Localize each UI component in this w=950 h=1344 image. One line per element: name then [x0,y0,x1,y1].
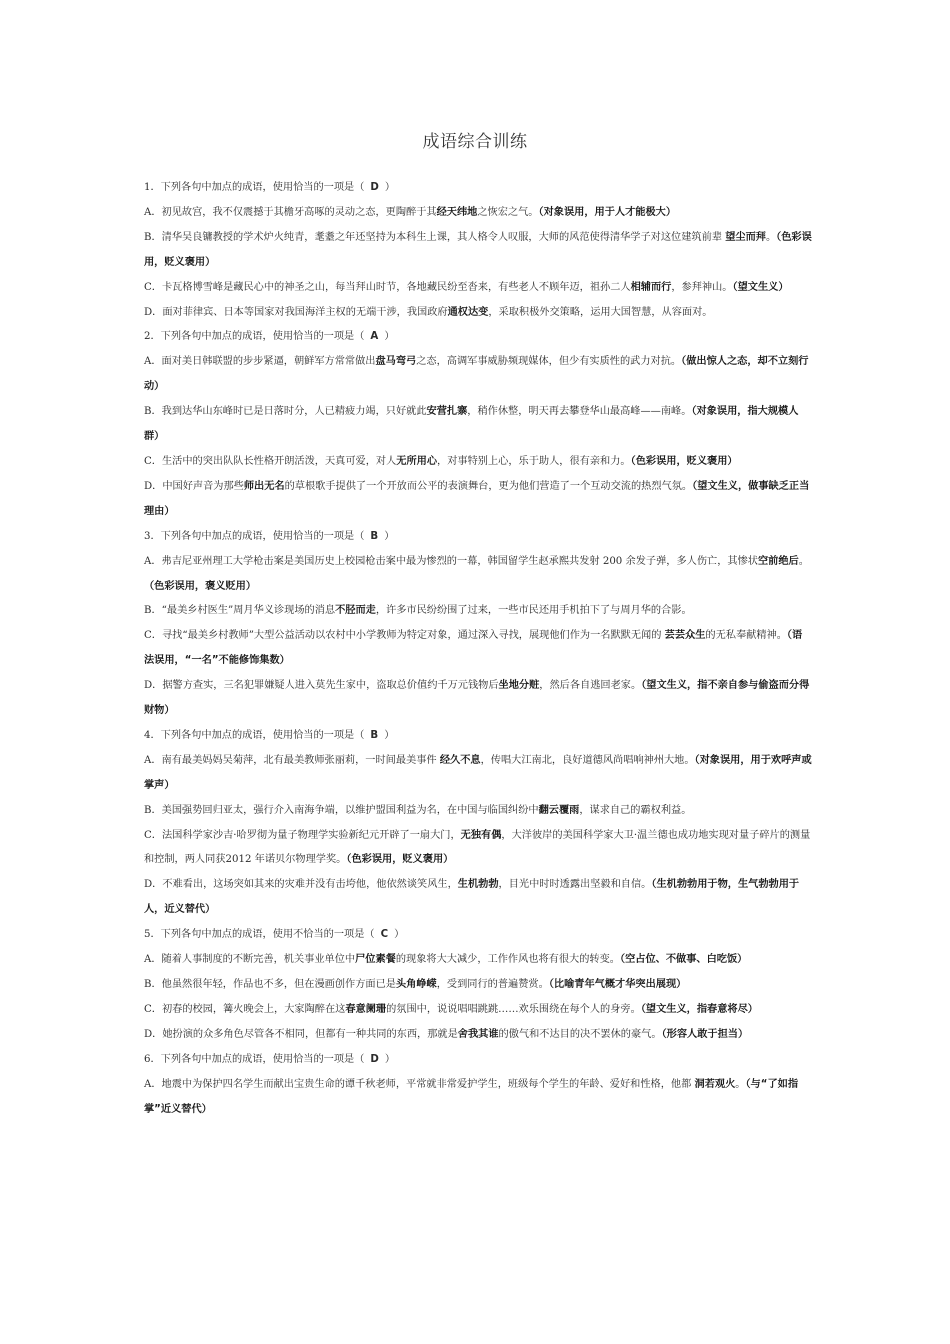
idiom-term: 春意阑珊 [345,1003,387,1015]
question-close-paren: ） [394,929,405,941]
question-stem [144,724,812,749]
explanation-note: （对象误用，用于人才能极大） [538,206,677,218]
answer-option [144,350,812,400]
idiom-term: 舍我其谁 [457,1028,499,1040]
option-text: D．不难看出，这场突如其来的灾难并没有击垮他，他依然谈笑风生， [144,879,458,891]
question-text: 4．下列各句中加点的成语，使用恰当的一项是（ [144,729,365,741]
answer-option [144,948,812,973]
question-close-paren: ） [384,530,395,542]
option-text-tail: 的草根歌手提供了一个开放而公平的表演舞台，更为他们营造了一个互动交流的热烈气氛。 [284,480,693,492]
option-text: C．卡瓦格博雪峰是藏民心中的神圣之山，每当拜山时节，各地藏民纷至沓来，有些老人不顾年迈，祖孙二人 [144,281,631,293]
answer-option [144,674,812,724]
answer-option [144,475,812,525]
answer-option [144,400,812,450]
explanation-note: （望文生义，指不亲自参与偷盗而分得财物） [144,680,810,717]
option-text-tail: ，传唱大江南北，良好道德风尚唱响神州大地。 [480,754,695,766]
answer-option [144,873,812,923]
explanation-note: （形容人敢于担当） [661,1028,749,1040]
answer-option [144,1073,812,1123]
option-text-tail: ，稍作休整，明天再去攀登华山最高峰——南峰。 [467,406,692,418]
idiom-term: 不胫而走 [335,605,376,617]
idiom-term: 无独有偶 [460,829,502,841]
option-text: D．中国好声音为那些 [144,480,244,492]
answer-option [144,973,812,998]
answer-letter: B [370,530,379,542]
option-text-tail: 。 [735,1078,746,1090]
option-text: A．南有最美妈妈吴菊萍，北有最美教师张丽莉，一时间最美事件 [144,754,440,766]
answer-letter: B [370,729,379,741]
option-text-tail: ，受到同行的普遍赞赏。 [436,979,549,990]
explanation-note: （望文生义，指春意将尽） [640,1003,758,1015]
idiom-term: 芸芸众生 [664,630,706,642]
idiom-term: 经久不息 [439,754,481,766]
page-title: 成语综合训练 [422,132,528,152]
idiom-term: 通权达变 [447,306,489,318]
answer-option [144,276,812,301]
explanation-note: （比喻青年气概才华突出展现） [548,979,687,990]
answer-option [144,201,812,226]
option-text: A．地震中为保护四名学生而献出宝贵生命的谭千秋老师，平常就非常爱护学生，班级每个学生的年龄、爱好和性格，他都 [144,1078,695,1090]
answer-option [144,749,812,799]
option-text-tail: ，然后各自逃回老家。 [539,680,642,692]
explanation-note: （与“了如指掌”近义替代） [144,1078,799,1115]
option-text: B．“最美乡村医生”周月华义诊现场的消息 [144,605,336,617]
option-text: C．初春的校园，篝火晚会上，大家陶醉在这 [144,1003,346,1015]
option-text: A．随着人事制度的不断完善，机关事业单位中 [144,954,356,966]
answer-letter: A [370,331,379,343]
explanation-note: （对象误用，用于欢呼声或掌声） [144,754,812,791]
idiom-term: 生机勃勃 [457,879,499,891]
option-text: B．清华吴良镛教授的学术炉火纯青，耄耋之年还坚持为本科生上课，其人格令人叹服，大师的风范使得清华学子对这位建筑前辈 [144,231,726,243]
question-stem [144,525,812,550]
explanation-note: （语法误用，“一名”不能修饰集数） [144,630,803,667]
option-text-tail: 。 [765,231,777,243]
option-text-tail: ，参拜神山。 [671,281,733,293]
option-text-tail: 。 [798,555,809,567]
answer-option [144,799,812,824]
idiom-term: 翻云覆雨 [538,804,580,816]
option-text-tail: ，许多市民纷纷围了过来，一些市民还用手机拍下了与周月华的合影。 [375,605,692,617]
question-text: 3．下列各句中加点的成语，使用恰当的一项是（ [144,530,365,542]
question-stem [144,325,812,350]
answer-letter: D [370,182,379,193]
idiom-term: 尸位素餐 [355,954,396,966]
explanation-note: （望文生义） [732,281,789,293]
idiom-term: 空前绝后 [757,555,799,567]
answer-letter: C [380,929,389,941]
answer-option [144,599,812,624]
option-text-tail: ，目光中时时透露出坚毅和自信。 [498,879,652,891]
idiom-term: 相辅而行 [630,281,672,293]
idiom-term: 盘马弯弓 [375,356,417,368]
idiom-term: 头角峥嵘 [395,979,437,990]
option-text: C．寻找“最美乡村教师”大型公益活动以农村中小学教师为特定对象，通过深入寻找，展现他们作为一名默默无闻的 [144,630,665,642]
explanation-note: （对象误用，指大规模人群） [144,406,799,443]
option-text-tail: 之恢宏之气。 [477,206,539,218]
option-text-tail: 之态，高调军事威胁频现媒体，但少有实质性的武力对抗。 [416,356,682,368]
question-close-paren: ） [384,1053,396,1065]
explanation-note: （色彩误用，褒义贬用） [144,580,257,592]
idiom-term: 安营扎寨 [426,406,468,418]
option-text: B．我到达华山东峰时已是日落时分，人已精疲力竭，只好就此 [144,406,427,418]
question-text: 1．下列各句中加点的成语，使用恰当的一项是（ [144,182,365,193]
explanation-note: （做出惊人之态，却不立刻行动） [144,356,809,393]
explanation-note: （望文生义，做事缺乏正当理由） [144,480,810,517]
explanation-note: （生机勃勃用于物，生气勃勃用于人，近义替代） [144,879,800,916]
answer-option [144,550,812,600]
explanation-note: （色彩误用，贬义褒用） [630,455,738,467]
question-stem [144,1048,812,1073]
question-stem [144,176,812,201]
explanation-note: （空占位、不做事、白吃饭） [619,954,748,966]
option-text: A．弗吉尼亚州理工大学枪击案是美国历史上校园枪击案中最为惨烈的一幕，韩国留学生赵承熙共发射 200 余发子弹，多人伤亡，其惨状 [144,555,758,567]
option-text-tail: 的无私奉献精神。 [705,630,787,642]
question-close-paren: ） [384,182,396,193]
answer-option [144,824,812,874]
idiom-term: 经天纬地 [436,206,478,218]
explanation-note: （色彩误用，贬义褒用） [144,231,812,268]
option-text: A．初见故宫，我不仅震撼于其檐牙高啄的灵动之态，更陶醉于其 [144,206,437,218]
answer-option [144,998,812,1023]
option-text-tail: ，采取积极外交策略，运用大国智慧，从容面对。 [488,306,713,318]
idiom-term: 望尘而拜 [725,231,766,243]
question-list [144,176,812,1122]
idiom-term: 师出无名 [243,480,285,492]
option-text-tail: 的现象将大大减少，工作作风也将有很大的转变。 [395,954,620,966]
answer-letter: D [370,1053,379,1065]
answer-option [144,1023,812,1048]
question-text: 2．下列各句中加点的成语，使用恰当的一项是（ [144,331,365,343]
option-text: C．法国科学家沙吉·哈罗彻为量子物理学实验新纪元开辟了一扇大门， [144,829,461,841]
answer-option [144,624,812,674]
question-text: 6．下列各句中加点的成语，使用恰当的一项是（ [144,1053,365,1065]
option-text: D．面对菲律宾、日本等国家对我国海洋主权的无端干涉，我国政府 [144,306,448,318]
idiom-term: 洞若观火 [694,1078,736,1090]
option-text-tail: ，大洋彼岸的美国科学家大卫·温兰德也成功地实现对量子碎片的测量和控制，两人同获2012 年诺贝尔物理学奖。 [144,829,811,866]
question-close-paren: ） [384,331,395,343]
option-text-tail: ，对事特别上心，乐于助人，很有亲和力。 [437,455,631,467]
option-text: D．据警方查实，三名犯罪嫌疑人进入莫先生家中，盗取总价值约千万元钱物后 [144,680,499,692]
option-text: C．生活中的突出队队长性格开朗活泼，天真可爱，对人 [144,455,397,467]
idiom-term: 坐地分赃 [498,680,540,692]
option-text-tail: 的傲气和不达目的决不罢休的豪气。 [498,1028,662,1040]
option-text: D．她扮演的众多角色尽管各不相同，但都有一种共同的东西，那就是 [144,1028,458,1040]
option-text: B．美国强势回归亚太，强行介入南海争端，以维护盟国利益为名，在中国与临国纠纷中 [144,804,539,816]
option-text: A．面对美日韩联盟的步步紧逼，朝鲜军方常常做出 [144,356,376,368]
question-close-paren: ） [384,729,395,741]
answer-option [144,301,812,326]
question-text: 5．下列各句中加点的成语，使用不恰当的一项是（ [144,929,375,941]
option-text-tail: 的氛围中，说说唱唱跳跳……欢乐围绕在每个人的身旁。 [386,1003,641,1015]
option-text: B．他虽然很年轻，作品也不多，但在漫画创作方面已是 [144,979,396,990]
question-stem [144,923,812,948]
answer-option [144,226,812,276]
explanation-note: （色彩误用，贬义褒用） [346,854,454,866]
idiom-term: 无所用心 [396,455,438,467]
answer-option [144,450,812,475]
option-text-tail: ，谋求自己的霸权利益。 [579,804,692,816]
